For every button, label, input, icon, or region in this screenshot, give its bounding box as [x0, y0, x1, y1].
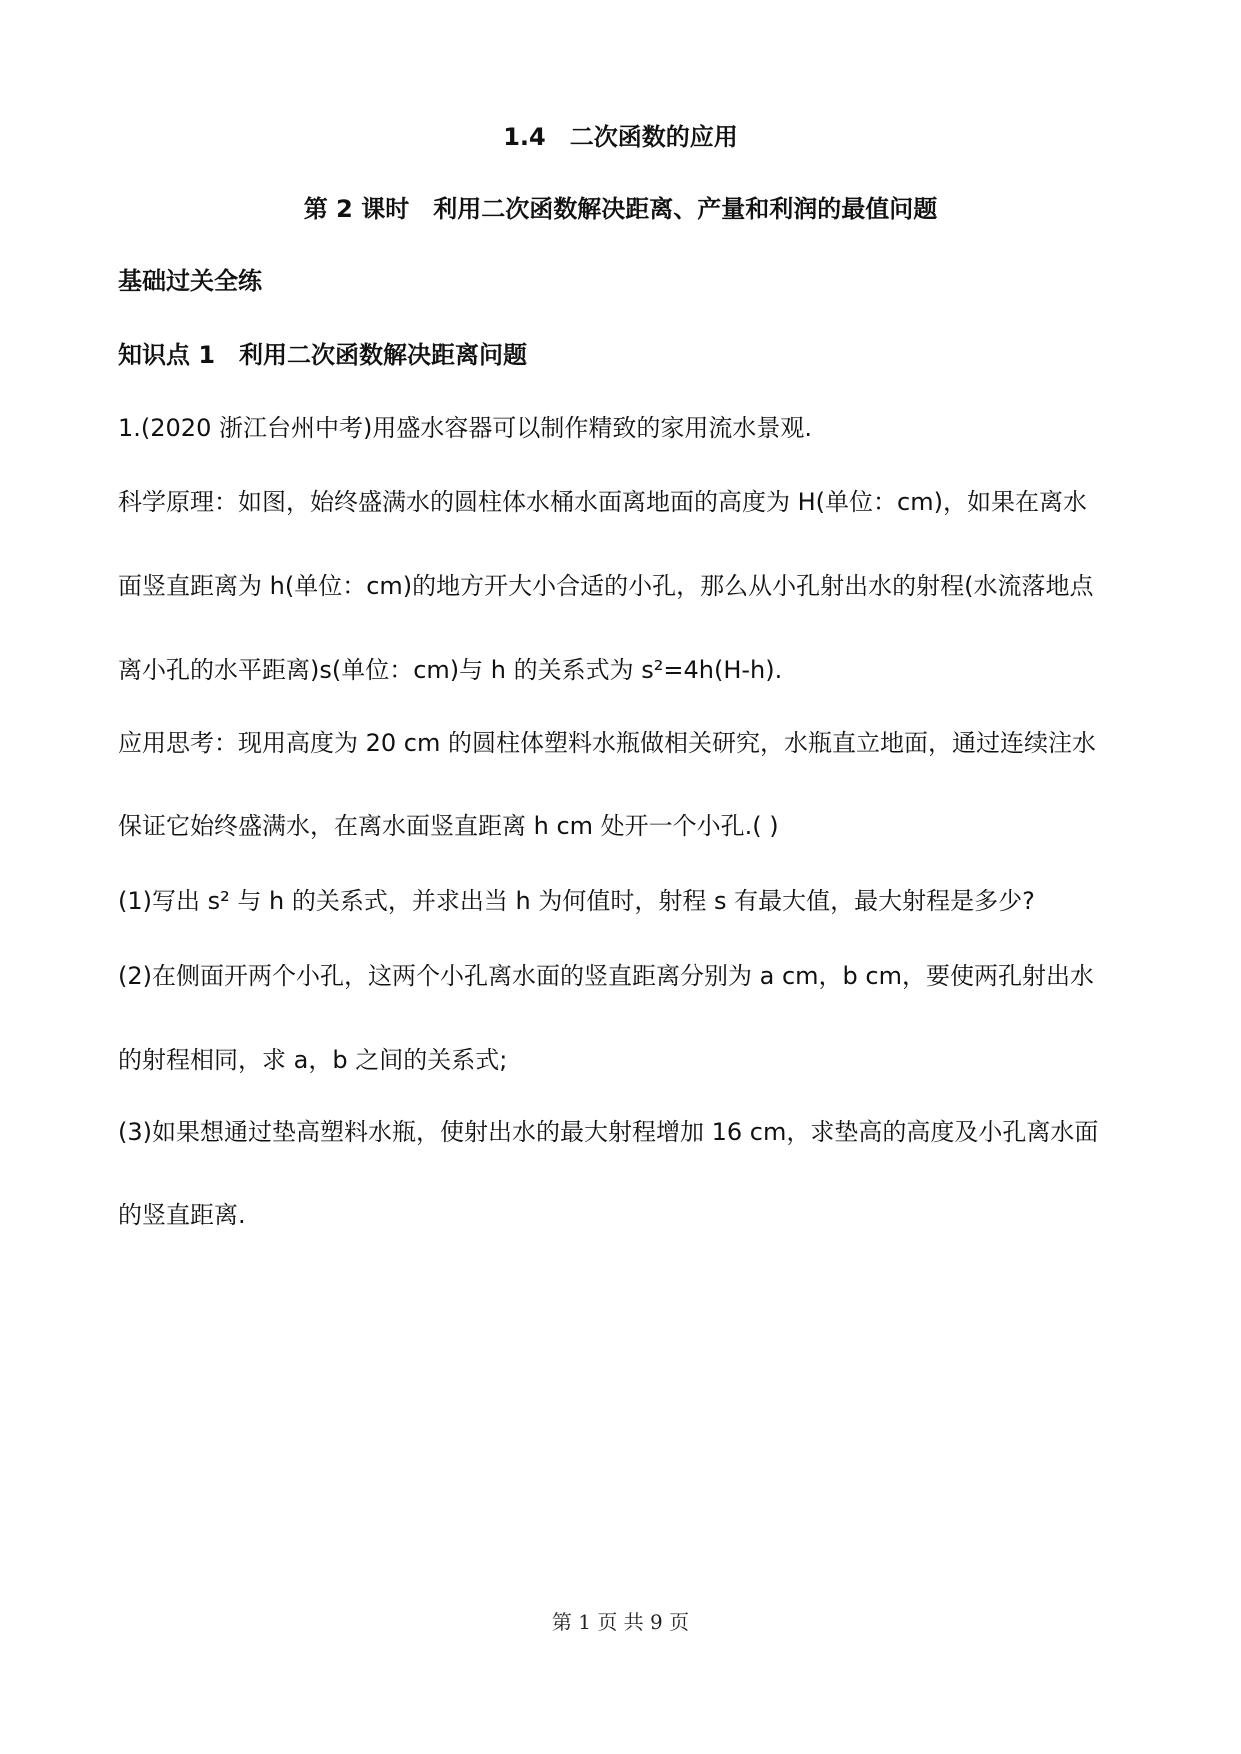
practice-heading: 基础过关全练 [118, 267, 262, 295]
knowledge-point-heading: 知识点 1 利用二次函数解决距离问题 [118, 341, 528, 369]
question-1: (1)写出 s² 与 h 的关系式，并求出当 h 为何值时，射程 s 有最大值，最大射程是多少? [118, 887, 1035, 915]
principle-line-3: 离小孔的水平距离)s(单位：cm)与 h 的关系式为 s²=4h(H-h). [118, 656, 783, 684]
question-3-line-1: (3)如果想通过垫高塑料水瓶，使射出水的最大射程增加 16 cm，求垫高的高度及小孔离水面 [118, 1118, 1099, 1146]
application-line-1: 应用思考：现用高度为 20 cm 的圆柱体塑料水瓶做相关研究，水瓶直立地面，通过连续注水 [118, 729, 1096, 757]
problem-intro: 1.(2020 浙江台州中考)用盛水容器可以制作精致的家用流水景观. [118, 414, 812, 442]
question-2-line-2: 的射程相同，求 a，b 之间的关系式; [118, 1046, 508, 1074]
page-footer: 第 1 页 共 9 页 [551, 1610, 690, 1634]
lesson-title: 第 2 课时 利用二次函数解决距离、产量和利润的最值问题 [303, 195, 938, 223]
question-2-line-1: (2)在侧面开两个小孔，这两个小孔离水面的竖直距离分别为 a cm，b cm，要使两孔射出水 [118, 962, 1094, 990]
question-3-line-2: 的竖直距离. [118, 1201, 246, 1229]
application-line-2: 保证它始终盛满水，在离水面竖直距离 h cm 处开一个小孔.( ) [118, 812, 779, 840]
principle-line-2: 面竖直距离为 h(单位：cm)的地方开大小合适的小孔，那么从小孔射出水的射程(水流落地点 [118, 572, 1094, 600]
principle-line-1: 科学原理：如图，始终盛满水的圆柱体水桶水面离地面的高度为 H(单位：cm)，如果在离水 [118, 488, 1087, 516]
section-title: 1.4 二次函数的应用 [503, 123, 738, 151]
